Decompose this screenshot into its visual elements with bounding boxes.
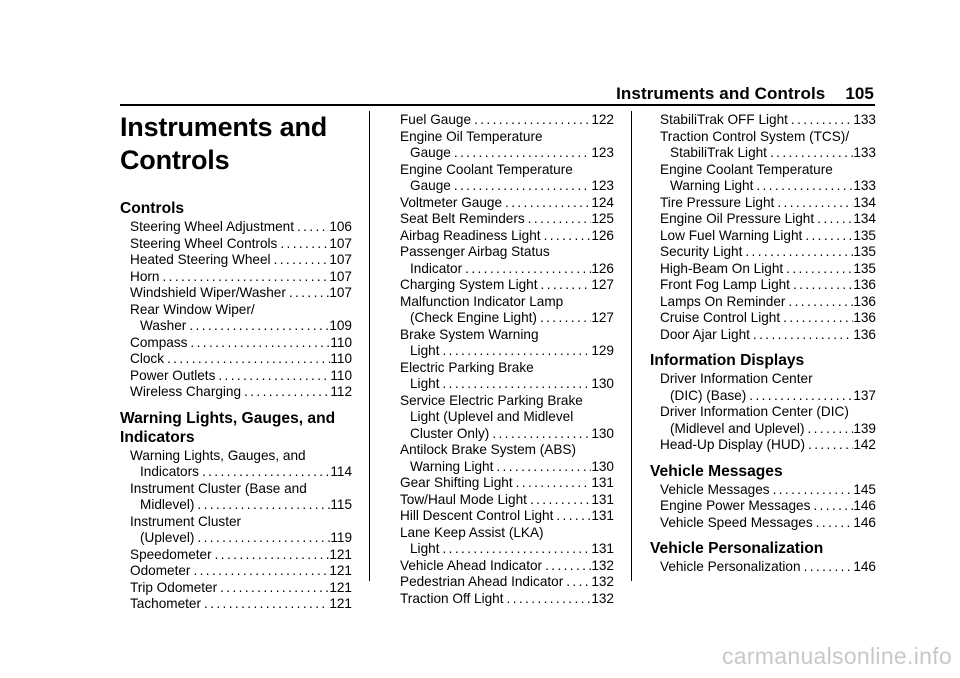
toc-entry-label: Vehicle Personalization (660, 559, 801, 574)
toc-entry[interactable] (390, 558, 614, 575)
toc-entry[interactable] (120, 335, 352, 352)
toc-entry-label: Light (410, 541, 440, 556)
dot-leader (537, 310, 591, 327)
dot-leader (186, 318, 329, 335)
toc-page-number: 123 (591, 145, 614, 160)
toc-page-number: 130 (591, 376, 614, 391)
dot-leader (814, 211, 853, 228)
toc-entry-label: Driver Information Center (DIC) (660, 404, 849, 419)
dot-leader (194, 497, 330, 514)
toc-entry[interactable] (650, 294, 876, 311)
toc-page-number: 136 (853, 293, 876, 309)
toc-page-number: 139 (853, 420, 876, 436)
dot-leader (788, 112, 853, 129)
dot-leader (810, 498, 853, 515)
toc-entry[interactable] (120, 547, 352, 564)
toc-entry-label: Wireless Charging (130, 384, 242, 399)
dot-leader (190, 563, 329, 580)
toc-entry-label: Windshield Wiper/Washer (130, 285, 286, 300)
dot-leader (774, 195, 853, 212)
toc-entry[interactable] (120, 481, 352, 514)
toc-entry-label: Odometer (130, 563, 191, 578)
toc-entry-label: Warning Lights, Gauges, and (130, 447, 306, 463)
toc-page-number: 109 (329, 318, 352, 333)
dot-leader (801, 559, 854, 576)
column-divider-1 (369, 111, 370, 581)
toc-entry-label: Service Electric Parking Brake (400, 392, 583, 408)
toc-entry-label: Brake System Warning (400, 326, 539, 342)
toc-entry[interactable] (650, 310, 876, 327)
toc-page-number: 107 (329, 285, 352, 300)
toc-entry-label: Indicator (410, 260, 463, 276)
toc-page-number: 115 (330, 497, 352, 512)
toc-entry-label: Pedestrian Ahead Indicator (400, 574, 564, 589)
toc-entry[interactable] (650, 327, 876, 344)
dot-leader (805, 437, 853, 454)
toc-entry[interactable] (650, 371, 876, 404)
toc-entry-label: Voltmeter Gauge (400, 194, 503, 210)
toc-entry-label: Lane Keep Assist (LKA) (400, 524, 544, 540)
toc-entry-label: StabiliTrak Light (670, 145, 767, 160)
dot-leader (750, 327, 853, 344)
dot-leader (194, 530, 330, 547)
toc-entry[interactable] (120, 219, 352, 236)
toc-entry-label: Heated Steering Wheel (130, 252, 271, 267)
dot-leader (746, 388, 853, 405)
dot-leader (504, 591, 592, 608)
toc-entry[interactable] (390, 525, 614, 558)
toc-page-number: 137 (853, 387, 876, 403)
toc-page-number: 126 (591, 260, 614, 276)
toc-entry-label: Cluster Only) (410, 425, 490, 441)
toc-column-2 (390, 106, 614, 607)
toc-entry[interactable] (120, 514, 352, 547)
toc-page-number: 131 (591, 541, 614, 556)
toc-entry-label: Midlevel) (140, 497, 195, 512)
toc-page-number: 121 (329, 546, 352, 562)
toc-page-number: 132 (591, 590, 614, 606)
toc-entry-label: (DIC) (Base) (670, 387, 747, 403)
toc-page-number: 125 (591, 211, 614, 226)
dot-leader (542, 558, 591, 575)
toc-entry[interactable] (390, 360, 614, 393)
toc-page-number: 131 (591, 491, 614, 507)
toc-page-number: 145 (853, 481, 876, 497)
toc-entry-label: Steering Wheel Controls (130, 235, 278, 251)
toc-page-number: 132 (591, 557, 614, 573)
dot-leader (742, 244, 853, 261)
toc-entry-label: Light (410, 343, 440, 358)
toc-entry[interactable] (390, 195, 614, 212)
toc-entry[interactable] (390, 294, 614, 327)
dot-leader (277, 236, 329, 253)
toc-entry-label: Hill Descent Control Light (400, 508, 554, 523)
toc-page-number: 136 (853, 310, 876, 325)
toc-page-number: 112 (330, 384, 352, 399)
toc-entry-label: StabiliTrak OFF Light (660, 112, 788, 127)
toc-entry[interactable] (650, 437, 876, 454)
toc-page-number: 121 (329, 579, 352, 595)
toc-entry[interactable] (120, 580, 352, 597)
toc-entry[interactable] (650, 515, 876, 532)
toc-page-number: 121 (329, 563, 352, 578)
toc-entry[interactable] (390, 574, 614, 591)
toc-entry[interactable] (390, 475, 614, 492)
toc-entry[interactable] (650, 559, 876, 576)
dot-leader (217, 580, 329, 597)
dot-leader (527, 492, 591, 509)
dot-leader (538, 277, 592, 294)
toc-page-number: 126 (591, 227, 614, 243)
toc-entry-label: Speedometer (130, 546, 212, 562)
toc-page-number: 132 (591, 574, 614, 589)
toc-entry-label: Head-Up Display (HUD) (660, 437, 806, 452)
toc-page-number: 146 (853, 559, 876, 574)
toc-page-number: 119 (330, 530, 352, 545)
toc-entry-label: Tachometer (130, 596, 202, 611)
toc-entry-label: Light (410, 376, 440, 391)
toc-page-number: 130 (591, 458, 614, 474)
toc-entry-label: Compass (130, 334, 188, 350)
section-heading: Controls (120, 200, 185, 217)
toc-entry-label: Antilock Brake System (ABS) (400, 442, 577, 457)
section-heading: Vehicle Personalization (650, 540, 824, 557)
watermark: carmanualsonline.info (721, 643, 952, 669)
toc-entry[interactable] (390, 244, 614, 277)
dot-leader (439, 541, 591, 558)
toc-page-number: 130 (591, 425, 614, 441)
toc-page-number: 133 (853, 112, 876, 127)
toc-entry[interactable] (390, 277, 614, 294)
toc-entry[interactable] (390, 129, 614, 162)
toc-entry-label: Tire Pressure Light (660, 194, 775, 210)
toc-entry[interactable] (120, 285, 352, 302)
toc-entry[interactable] (390, 492, 614, 509)
toc-entry-label: Trip Odometer (130, 579, 218, 595)
dot-leader (785, 294, 853, 311)
toc-page-number: 123 (591, 178, 614, 193)
toc-entry-label: Power Outlets (130, 367, 216, 383)
page-number: 105 (845, 84, 874, 103)
toc-entry[interactable] (650, 261, 876, 278)
toc-column-3 (650, 106, 876, 576)
section-heading: Information Displays (650, 352, 805, 369)
toc-entry-label: High-Beam On Light (660, 260, 784, 276)
toc-entry-label: Gear Shifting Light (400, 475, 513, 490)
running-header (616, 84, 874, 104)
dot-leader (271, 252, 330, 269)
toc-entry[interactable] (120, 236, 352, 253)
toc-column-1 (120, 106, 352, 613)
toc-entry[interactable] (390, 211, 614, 228)
toc-entry-label: Warning Light (670, 178, 754, 193)
toc-entry-label: Lamps On Reminder (660, 293, 786, 309)
toc-entry-label: Rear Window Wiper/ (130, 301, 255, 317)
column-divider-2 (631, 111, 632, 581)
toc-page-number: 129 (591, 343, 614, 358)
toc-entry-label: Light (Uplevel and Midlevel (410, 409, 574, 424)
toc-entry[interactable] (390, 393, 614, 443)
dot-leader (489, 426, 591, 443)
toc-entry-label: Traction Control System (TCS)/ (660, 128, 850, 144)
dot-leader (187, 335, 330, 352)
toc-page-number: 131 (591, 508, 614, 523)
dot-leader (513, 475, 592, 492)
toc-page-number: 127 (591, 277, 614, 292)
toc-entry-label: Engine Oil Pressure Light (660, 211, 815, 226)
toc-entry[interactable] (390, 327, 614, 360)
toc-entry[interactable] (650, 244, 876, 261)
toc-entry[interactable] (390, 112, 614, 129)
dot-leader (804, 421, 853, 438)
toc-entry[interactable] (650, 404, 876, 437)
dot-leader (802, 228, 853, 245)
toc-page-number: 133 (853, 178, 876, 193)
dot-leader (563, 574, 591, 591)
toc-entry-label: Passenger Airbag Status (400, 244, 550, 259)
toc-entry-label: Washer (140, 318, 187, 333)
dot-leader (212, 547, 330, 564)
toc-page-number: 110 (330, 351, 352, 366)
toc-entry[interactable] (390, 162, 614, 195)
toc-entry[interactable] (390, 228, 614, 245)
dot-leader (294, 219, 329, 236)
toc-entry[interactable] (650, 482, 876, 499)
dot-leader (767, 145, 853, 162)
toc-entry-label: (Uplevel) (140, 530, 195, 545)
toc-entry-label: Warning Light (410, 458, 494, 474)
toc-entry[interactable] (120, 351, 352, 368)
toc-page-number: 146 (853, 514, 876, 530)
toc-entry-label: (Midlevel and Uplevel) (670, 420, 805, 436)
toc-entry-label: Indicators (140, 464, 199, 479)
dot-leader (215, 368, 330, 385)
toc-entry-label: Engine Coolant Temperature (400, 161, 573, 177)
toc-entry-label: Traction Off Light (400, 590, 504, 606)
toc-page-number: 124 (591, 194, 614, 210)
dot-leader (451, 145, 591, 162)
toc-entry[interactable] (120, 448, 352, 481)
dot-leader (783, 261, 853, 278)
dot-leader (199, 464, 330, 481)
toc-page-number: 107 (329, 268, 352, 284)
toc-entry[interactable] (650, 277, 876, 294)
dot-leader (471, 112, 591, 129)
toc-page-number: 133 (853, 145, 876, 160)
section-heading: Vehicle Messages (650, 462, 783, 480)
toc-entry[interactable] (120, 368, 352, 385)
toc-entry-label: Electric Parking Brake (400, 359, 534, 375)
toc-page-number: 110 (330, 334, 352, 350)
toc-entry-label: (Check Engine Light) (410, 310, 537, 325)
toc-page-number: 107 (329, 252, 352, 267)
toc-page-number: 134 (853, 211, 876, 226)
toc-entry-label: Horn (130, 268, 160, 284)
toc-page-number: 142 (853, 437, 876, 452)
toc-entry[interactable] (390, 591, 614, 608)
toc-entry-label: Engine Power Messages (660, 498, 811, 513)
toc-entry[interactable] (390, 508, 614, 525)
toc-page-number: 114 (330, 464, 352, 479)
toc-page-number: 121 (329, 596, 352, 611)
toc-page-number: 146 (853, 498, 876, 513)
toc-entry[interactable] (650, 129, 876, 162)
toc-entry[interactable] (120, 269, 352, 286)
dot-leader (241, 384, 330, 401)
toc-entry-label: Instrument Cluster (130, 513, 242, 529)
dot-leader (451, 178, 591, 195)
toc-entry[interactable] (650, 228, 876, 245)
toc-page-number: 107 (329, 235, 352, 251)
toc-entry[interactable] (120, 384, 352, 401)
toc-entry-label: Airbag Readiness Light (400, 227, 541, 243)
toc-entry-label: Charging System Light (400, 277, 538, 292)
dot-leader (439, 376, 591, 393)
dot-leader (770, 482, 854, 499)
toc-entry[interactable] (120, 252, 352, 269)
toc-entry-label: Door Ajar Light (660, 326, 750, 342)
toc-entry-label: Low Fuel Warning Light (660, 227, 803, 243)
toc-entry-label: Vehicle Messages (660, 481, 770, 497)
toc-page-number: 135 (853, 227, 876, 243)
toc-entry-label: Front Fog Lamp Light (660, 277, 790, 292)
dot-leader (493, 459, 591, 476)
toc-entry[interactable] (650, 162, 876, 195)
dot-leader (502, 195, 591, 212)
dot-leader (525, 211, 592, 228)
toc-entry-label: Vehicle Speed Messages (660, 514, 813, 530)
chapter-title: Instruments and Controls (120, 112, 328, 175)
toc-entry-label: Cruise Control Light (660, 310, 781, 325)
section-heading: Warning Lights, Gauges, and Indicators (120, 409, 336, 446)
toc-entry-label: Engine Coolant Temperature (660, 161, 833, 177)
toc-page-number: 135 (853, 244, 876, 259)
dot-leader (553, 508, 591, 525)
dot-leader (753, 178, 853, 195)
toc-entry-label: Instrument Cluster (Base and (130, 480, 307, 496)
dot-leader (286, 285, 329, 302)
toc-page-number: 110 (330, 367, 352, 383)
toc-page-number: 127 (591, 310, 614, 325)
toc-entry[interactable] (650, 498, 876, 515)
toc-page-number: 136 (853, 277, 876, 292)
toc-entry-label: Seat Belt Reminders (400, 211, 525, 226)
toc-entry[interactable] (650, 112, 876, 129)
running-header-title: Instruments and Controls (616, 84, 826, 103)
dot-leader (201, 596, 329, 613)
dot-leader (813, 515, 854, 532)
dot-leader (780, 310, 853, 327)
toc-entry-label: Clock (130, 351, 164, 366)
toc-entry[interactable] (120, 596, 352, 613)
dot-leader (159, 269, 329, 286)
toc-entry[interactable] (120, 302, 352, 335)
dot-leader (462, 261, 591, 278)
dot-leader (164, 351, 330, 368)
toc-entry-label: Tow/Haul Mode Light (400, 491, 527, 507)
toc-page-number: 136 (853, 326, 876, 342)
toc-entry-label: Steering Wheel Adjustment (130, 219, 294, 234)
toc-entry-label: Malfunction Indicator Lamp (400, 293, 564, 309)
toc-entry-label: Security Light (660, 244, 743, 259)
dot-leader (541, 228, 592, 245)
toc-page-number: 122 (591, 112, 614, 127)
toc-entry-label: Fuel Gauge (400, 112, 472, 127)
toc-entry-label: Driver Information Center (660, 371, 813, 386)
toc-entry[interactable] (120, 563, 352, 580)
dot-leader (790, 277, 853, 294)
dot-leader (439, 343, 591, 360)
toc-entry[interactable] (650, 195, 876, 212)
toc-entry[interactable] (390, 442, 614, 475)
toc-entry-label: Engine Oil Temperature (400, 128, 543, 144)
toc-page-number: 134 (853, 194, 876, 210)
toc-page-number: 106 (329, 219, 352, 234)
toc-entry-label: Vehicle Ahead Indicator (400, 557, 543, 573)
toc-entry-label: Gauge (410, 178, 451, 193)
toc-page-number: 135 (853, 260, 876, 276)
toc-page-number: 131 (591, 475, 614, 490)
toc-entry[interactable] (650, 211, 876, 228)
toc-entry-label: Gauge (410, 145, 451, 160)
